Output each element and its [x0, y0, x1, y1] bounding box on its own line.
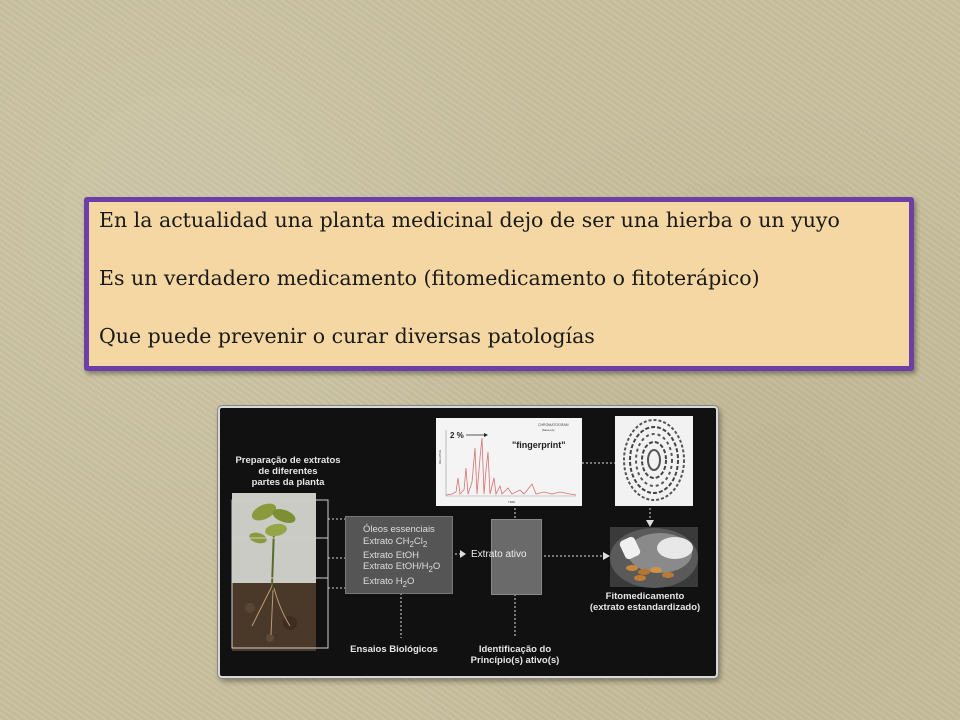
chromatogram — [436, 418, 582, 506]
ident-line-2: Princípio(s) ativo(s) — [470, 655, 560, 666]
extract-line-4: Extrato EtOH/$H_2O$ — [363, 561, 441, 575]
fingerprint-image — [615, 416, 693, 506]
arrow-active-pills — [540, 552, 610, 560]
arrow-fingerprint-pills — [646, 508, 654, 527]
active-extract-label: Extrato ativo — [471, 549, 527, 560]
ensaios-label: Ensaios Biológicos — [350, 644, 438, 655]
chrom-title: CHROMATOGRAM — [538, 423, 569, 427]
chrom-percent: 2 % — [450, 431, 464, 440]
chrom-subtitle: [baseout] — [542, 428, 555, 432]
text-box — [84, 197, 914, 371]
ident-label — [452, 644, 578, 666]
fito-label — [576, 591, 714, 613]
chrom-xlabel: TIME — [508, 500, 516, 504]
photo-connectors — [328, 519, 345, 588]
extract-line-5: Extrato $H_2O$ — [363, 575, 415, 589]
extract-line-2: Extrato $CH_2Cl_2$ — [363, 535, 428, 549]
extract-line-3: Extrato EtOH — [363, 549, 419, 561]
prep-label-line-1: Preparação de extratos — [235, 455, 341, 466]
pills-image — [610, 527, 698, 588]
prep-label — [228, 455, 348, 488]
fito-line-2: (extrato estandardizado) — [589, 602, 701, 613]
extract-line-1: Óleos essenciais — [363, 524, 435, 535]
ident-line-1: Identificação do — [478, 644, 552, 655]
prep-label-line-3: partes da planta — [251, 477, 325, 488]
chrom-fingerprint: "fingerprint" — [512, 440, 566, 450]
bullet-1: En la actualidad una planta medicinal dejo de ser una hierba o un yuyo — [99, 208, 840, 232]
extracts-box — [345, 516, 453, 594]
diagram-graphics — [220, 408, 718, 678]
fito-line-1: Fitomedicamento — [605, 591, 685, 602]
plant-photo — [232, 493, 328, 651]
bullet-2: Es un verdadero medicamento (fitomedicamento o fitoterápico) — [99, 266, 760, 290]
prep-label-line-2: de diferentes — [258, 466, 318, 477]
chrom-ylabel: RELATIVE — [438, 449, 442, 464]
bullet-3: Que puede prevenir o curar diversas patologías — [99, 324, 595, 348]
phytomedicine-diagram — [218, 406, 718, 678]
arrow-extract-active — [451, 550, 466, 558]
